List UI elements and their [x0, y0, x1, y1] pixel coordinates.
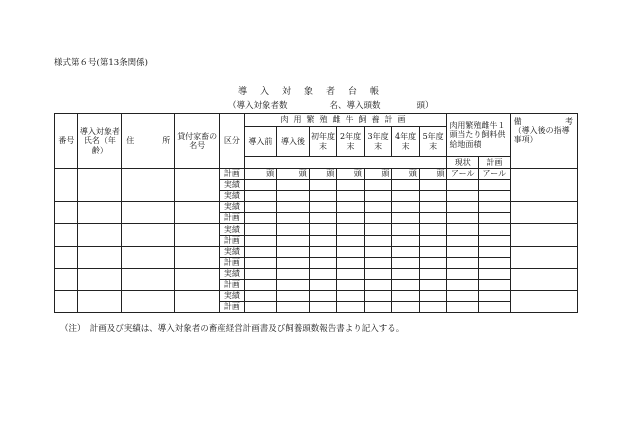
header-remarks-2: 考 [565, 117, 573, 126]
cell-lender[interactable] [175, 268, 220, 290]
cell-remarks[interactable] [510, 268, 577, 290]
cell-feed-0[interactable] [447, 268, 479, 279]
cell-plan-6[interactable] [419, 257, 447, 268]
row-label: 実績 [220, 191, 244, 202]
cell-plan-1[interactable] [277, 180, 310, 191]
cell-plan-1[interactable] [277, 191, 310, 202]
cell-plan-0[interactable] [244, 302, 277, 313]
cell-feed-0[interactable] [447, 235, 479, 246]
cell-plan-4[interactable] [364, 235, 392, 246]
cell-no[interactable] [55, 246, 78, 268]
cell-no[interactable] [55, 291, 78, 313]
row-label: 計画 [220, 235, 244, 246]
cell-plan-0[interactable] [244, 191, 277, 202]
cell-lender[interactable] [175, 224, 220, 246]
cell-lender[interactable] [175, 202, 220, 224]
cell-plan-6[interactable] [419, 268, 447, 279]
cell-lender[interactable] [175, 169, 220, 202]
cell-plan-6: 頭 [419, 169, 447, 180]
header-plan-col-3: 2年度末 [337, 127, 365, 157]
cell-plan-2[interactable] [309, 279, 337, 290]
cell-feed-1[interactable] [479, 268, 511, 279]
table-row [55, 169, 578, 180]
row-label: 計画 [220, 302, 244, 313]
cell-plan-0[interactable] [244, 224, 277, 235]
cell-plan-2[interactable] [309, 291, 337, 302]
header-address-1: 住 [126, 136, 135, 146]
cell-feed-1[interactable] [479, 291, 511, 302]
cell-feed-1[interactable] [479, 191, 511, 202]
cell-feed-1[interactable] [479, 180, 511, 191]
cell-plan-1[interactable] [277, 291, 310, 302]
table-row [55, 268, 578, 279]
cell-no[interactable] [55, 169, 78, 202]
row-label: 実績 [220, 202, 244, 213]
form-number: 様式第６号(第13条関係) [54, 58, 148, 68]
cell-plan-5: 頭 [392, 169, 420, 180]
row-label: 計画 [220, 257, 244, 268]
cell-plan-6[interactable] [419, 235, 447, 246]
cell-feed-1[interactable] [479, 213, 511, 224]
subtitle-suffix: 頭） [416, 101, 434, 111]
header-plan-col-6: 5年度末 [419, 127, 447, 157]
cell-plan-6[interactable] [419, 246, 447, 257]
header-remarks-sub: （導入後の指導事項） [513, 126, 570, 145]
cell-plan-2[interactable] [309, 246, 337, 257]
cell-plan-3[interactable] [337, 224, 365, 235]
cell-feed-0[interactable] [447, 224, 479, 235]
cell-plan-5[interactable] [392, 180, 420, 191]
cell-plan-2[interactable] [309, 180, 337, 191]
cell-feed-1[interactable] [479, 279, 511, 290]
cell-plan-3[interactable] [337, 246, 365, 257]
cell-plan-3[interactable] [337, 180, 365, 191]
cell-address[interactable] [122, 224, 175, 246]
table-row [55, 246, 578, 257]
cell-plan-5[interactable] [392, 191, 420, 202]
cell-plan-1: 頭 [277, 169, 310, 180]
cell-remarks[interactable] [510, 169, 577, 202]
cell-plan-1[interactable] [277, 268, 310, 279]
cell-lender[interactable] [175, 291, 220, 313]
cell-plan-4[interactable] [364, 202, 392, 213]
cell-plan-4: 頭 [364, 169, 392, 180]
row-label: 実績 [220, 246, 244, 257]
header-category: 区分 [220, 114, 244, 169]
header-no: 番号 [55, 114, 78, 169]
cell-plan-4[interactable] [364, 279, 392, 290]
cell-plan-3[interactable] [337, 235, 365, 246]
header-remarks-1: 備 [513, 117, 522, 126]
cell-plan-4[interactable] [364, 180, 392, 191]
cell-no[interactable] [55, 268, 78, 290]
cell-feed-0[interactable] [447, 302, 479, 313]
header-feed-col-1: 計画 [479, 157, 511, 169]
header-feed-col-0: 現状 [447, 157, 479, 169]
cell-lender[interactable] [175, 246, 220, 268]
cell-remarks[interactable] [510, 202, 577, 224]
footnote: （注） 計画及び実績は、導入対象者の畜産経営計画書及び飼養頭数報告書より記入する。 [60, 324, 405, 334]
cell-plan-0[interactable] [244, 291, 277, 302]
cell-feed-0: アール [447, 169, 479, 180]
cell-plan-6[interactable] [419, 213, 447, 224]
cell-name[interactable] [78, 291, 122, 313]
header-name: 導入対象者氏名（年齢） [78, 114, 122, 169]
cell-feed-1[interactable] [479, 224, 511, 235]
cell-address[interactable] [122, 169, 175, 202]
cell-plan-2: 頭 [309, 169, 337, 180]
cell-plan-0[interactable] [244, 268, 277, 279]
subtitle-prefix: （導入対象者数 [228, 101, 288, 111]
cell-plan-3: 頭 [337, 169, 365, 180]
cell-plan-0[interactable] [244, 279, 277, 290]
cell-remarks[interactable] [510, 246, 577, 268]
row-label: 実績 [220, 180, 244, 191]
cell-name[interactable] [78, 224, 122, 246]
cell-no[interactable] [55, 202, 78, 224]
subtitle-mid: 名、導入頭数 [329, 101, 381, 111]
cell-plan-5[interactable] [392, 268, 420, 279]
header-lender: 貸付家畜の名号 [175, 114, 220, 169]
cell-plan-2[interactable] [309, 235, 337, 246]
cell-plan-5[interactable] [392, 246, 420, 257]
row-label: 計画 [220, 169, 244, 180]
ledger-body [55, 169, 578, 313]
cell-plan-2[interactable] [309, 224, 337, 235]
cell-plan-5[interactable] [392, 213, 420, 224]
row-label: 計画 [220, 213, 244, 224]
cell-plan-5[interactable] [392, 291, 420, 302]
row-label: 実績 [220, 268, 244, 279]
document-subtitle [228, 99, 434, 111]
document-title: 導入対象者台帳 [237, 87, 392, 97]
cell-plan-6[interactable] [419, 302, 447, 313]
cell-feed-1[interactable] [479, 235, 511, 246]
cell-plan-5[interactable] [392, 224, 420, 235]
table-row [55, 202, 578, 213]
cell-plan-3[interactable] [337, 202, 365, 213]
header-remarks [510, 114, 577, 169]
cell-plan-1[interactable] [277, 302, 310, 313]
cell-feed-0[interactable] [447, 213, 479, 224]
cell-plan-2[interactable] [309, 202, 337, 213]
cell-plan-3[interactable] [337, 302, 365, 313]
cell-plan-2[interactable] [309, 268, 337, 279]
row-label: 実績 [220, 224, 244, 235]
cell-plan-6[interactable] [419, 202, 447, 213]
ledger-table [54, 113, 578, 313]
cell-plan-4[interactable] [364, 291, 392, 302]
cell-plan-4[interactable] [364, 213, 392, 224]
cell-plan-0[interactable] [244, 213, 277, 224]
cell-plan-6[interactable] [419, 180, 447, 191]
cell-feed-1[interactable] [479, 257, 511, 268]
cell-remarks[interactable] [510, 291, 577, 313]
cell-feed-0[interactable] [447, 180, 479, 191]
cell-plan-2[interactable] [309, 213, 337, 224]
cell-plan-1[interactable] [277, 257, 310, 268]
row-label: 実績 [220, 291, 244, 302]
cell-plan-1[interactable] [277, 202, 310, 213]
cell-plan-5[interactable] [392, 279, 420, 290]
cell-plan-3[interactable] [337, 213, 365, 224]
cell-address[interactable] [122, 268, 175, 290]
cell-plan-6[interactable] [419, 191, 447, 202]
cell-plan-4[interactable] [364, 191, 392, 202]
cell-name[interactable] [78, 246, 122, 268]
cell-plan-4[interactable] [364, 257, 392, 268]
cell-plan-1[interactable] [277, 279, 310, 290]
header-plan-col-1: 導入後 [277, 127, 310, 157]
cell-plan-6[interactable] [419, 291, 447, 302]
cell-address[interactable] [122, 291, 175, 313]
cell-plan-0[interactable] [244, 202, 277, 213]
cell-name[interactable] [78, 169, 122, 202]
cell-plan-0[interactable] [244, 180, 277, 191]
header-feed-group: 肉用繁殖雌牛１頭当たり飼料供給地面積 [447, 114, 510, 157]
cell-plan-0[interactable] [244, 246, 277, 257]
cell-plan-0[interactable] [244, 257, 277, 268]
cell-feed-0[interactable] [447, 246, 479, 257]
cell-no[interactable] [55, 224, 78, 246]
cell-feed-1[interactable] [479, 302, 511, 313]
row-label: 計画 [220, 279, 244, 290]
cell-plan-5[interactable] [392, 235, 420, 246]
header-plan-col-0: 導入前 [244, 127, 277, 157]
cell-plan-5[interactable] [392, 257, 420, 268]
cell-plan-6[interactable] [419, 224, 447, 235]
cell-plan-3[interactable] [337, 191, 365, 202]
cell-plan-4[interactable] [364, 224, 392, 235]
header-address [122, 114, 175, 169]
cell-feed-0[interactable] [447, 257, 479, 268]
cell-plan-6[interactable] [419, 279, 447, 290]
cell-plan-1[interactable] [277, 235, 310, 246]
header-plan-col-4: 3年度末 [364, 127, 392, 157]
cell-plan-1[interactable] [277, 213, 310, 224]
table-row [55, 224, 578, 235]
cell-plan-3[interactable] [337, 291, 365, 302]
cell-name[interactable] [78, 268, 122, 290]
header-plan-group: 肉用繁殖雌牛飼養計画 [244, 114, 447, 127]
cell-plan-4[interactable] [364, 302, 392, 313]
cell-plan-4[interactable] [364, 268, 392, 279]
cell-feed-0[interactable] [447, 291, 479, 302]
cell-feed-0[interactable] [447, 202, 479, 213]
cell-plan-4[interactable] [364, 246, 392, 257]
cell-plan-0: 頭 [244, 169, 277, 180]
cell-plan-1[interactable] [277, 246, 310, 257]
table-row [55, 291, 578, 302]
cell-plan-2[interactable] [309, 257, 337, 268]
cell-feed-1: アール [479, 169, 511, 180]
cell-plan-2[interactable] [309, 191, 337, 202]
header-plan-spacer [244, 157, 447, 169]
header-plan-col-2: 初年度末 [309, 127, 337, 157]
cell-remarks[interactable] [510, 224, 577, 246]
cell-plan-1[interactable] [277, 224, 310, 235]
cell-plan-5[interactable] [392, 202, 420, 213]
cell-address[interactable] [122, 202, 175, 224]
cell-feed-0[interactable] [447, 191, 479, 202]
cell-feed-1[interactable] [479, 202, 511, 213]
cell-plan-5[interactable] [392, 302, 420, 313]
cell-plan-2[interactable] [309, 302, 337, 313]
cell-feed-0[interactable] [447, 279, 479, 290]
cell-feed-1[interactable] [479, 246, 511, 257]
cell-plan-3[interactable] [337, 268, 365, 279]
cell-plan-3[interactable] [337, 279, 365, 290]
cell-name[interactable] [78, 202, 122, 224]
cell-plan-0[interactable] [244, 235, 277, 246]
header-plan-col-5: 4年度末 [392, 127, 420, 157]
cell-plan-3[interactable] [337, 257, 365, 268]
header-address-2: 所 [162, 136, 171, 146]
cell-address[interactable] [122, 246, 175, 268]
